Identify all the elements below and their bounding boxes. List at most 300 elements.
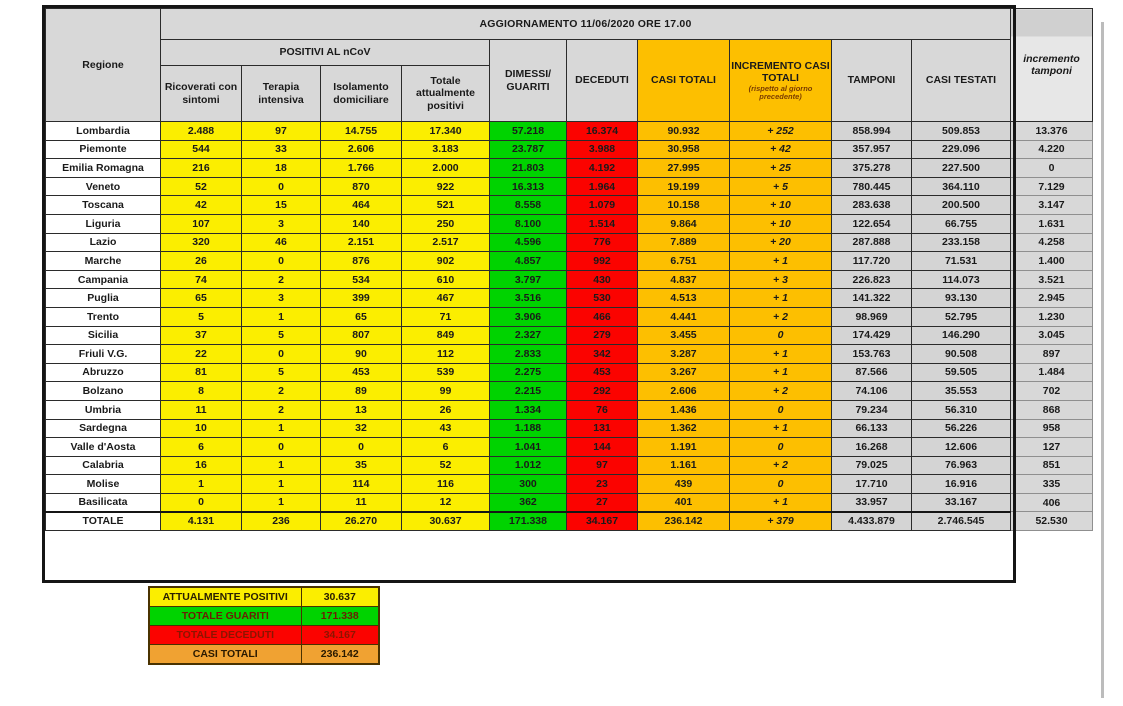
cell-incremento-casi: + 1 xyxy=(730,419,832,438)
cell-ricoverati: 22 xyxy=(161,345,242,364)
cell-regione: Toscana xyxy=(46,196,161,215)
cell-tamponi: 16.268 xyxy=(832,438,912,457)
cell-terapia-intensiva: 2 xyxy=(242,270,321,289)
legend-label: TOTALE GUARITI xyxy=(149,607,301,626)
cell-dimessi-guariti: 23.787 xyxy=(490,140,567,159)
cell-incremento-casi: 0 xyxy=(730,475,832,494)
cell-regione: Piemonte xyxy=(46,140,161,159)
cell-dimessi-guariti: 2.215 xyxy=(490,382,567,401)
cell-deceduti: 76 xyxy=(567,400,638,419)
cell-isolamento-domiciliare: 114 xyxy=(321,475,402,494)
cell-incremento-casi: + 42 xyxy=(730,140,832,159)
table-row xyxy=(46,363,1093,382)
cell-totale-positivi: 2.517 xyxy=(402,233,490,252)
cell-casi-testati: 227.500 xyxy=(912,159,1011,178)
cell-incremento-casi: + 3 xyxy=(730,270,832,289)
cell-isolamento-domiciliare: 14.755 xyxy=(321,122,402,141)
cell-deceduti: 776 xyxy=(567,233,638,252)
table-row xyxy=(46,289,1093,308)
cell-casi-testati: 146.290 xyxy=(912,326,1011,345)
cell-ricoverati: 65 xyxy=(161,289,242,308)
cell-tamponi: 17.710 xyxy=(832,475,912,494)
cell-regione: Liguria xyxy=(46,214,161,233)
cell-ricoverati: 216 xyxy=(161,159,242,178)
cell-regione: Calabria xyxy=(46,456,161,475)
cell-casi-totali: 1.362 xyxy=(638,419,730,438)
cell-tamponi: 287.888 xyxy=(832,233,912,252)
cell-incremento-tamponi: 1.400 xyxy=(1011,252,1093,271)
table-row xyxy=(46,196,1093,215)
cell-dimessi-guariti: 2.327 xyxy=(490,326,567,345)
table-row xyxy=(46,419,1093,438)
table-row xyxy=(46,345,1093,364)
cell-regione: Veneto xyxy=(46,177,161,196)
cell-casi-totali: 90.932 xyxy=(638,122,730,141)
cell-ricoverati: 107 xyxy=(161,214,242,233)
cell-incremento-casi: + 379 xyxy=(730,512,832,531)
cell-deceduti: 4.192 xyxy=(567,159,638,178)
cell-casi-totali: 1.191 xyxy=(638,438,730,457)
cell-terapia-intensiva: 2 xyxy=(242,382,321,401)
cell-totale-positivi: 17.340 xyxy=(402,122,490,141)
cell-ricoverati: 544 xyxy=(161,140,242,159)
cell-casi-totali: 4.441 xyxy=(638,307,730,326)
column-header-incremento-tamponi: incremento tamponi xyxy=(1011,9,1093,122)
table-row xyxy=(46,456,1093,475)
cell-dimessi-guariti: 3.906 xyxy=(490,307,567,326)
table-row xyxy=(46,140,1093,159)
cell-dimessi-guariti: 2.275 xyxy=(490,363,567,382)
cell-dimessi-guariti: 16.313 xyxy=(490,177,567,196)
cell-casi-testati: 90.508 xyxy=(912,345,1011,364)
cell-isolamento-domiciliare: 2.606 xyxy=(321,140,402,159)
legend-label: CASI TOTALI xyxy=(149,645,301,665)
cell-deceduti: 131 xyxy=(567,419,638,438)
cell-dimessi-guariti: 57.218 xyxy=(490,122,567,141)
cell-casi-totali: 2.606 xyxy=(638,382,730,401)
cell-deceduti: 144 xyxy=(567,438,638,457)
cell-deceduti: 34.167 xyxy=(567,512,638,531)
cell-terapia-intensiva: 0 xyxy=(242,252,321,271)
cell-tamponi: 33.957 xyxy=(832,493,912,512)
cell-regione: Sicilia xyxy=(46,326,161,345)
cell-deceduti: 430 xyxy=(567,270,638,289)
cell-regione: Basilicata xyxy=(46,493,161,512)
cell-tamponi: 153.763 xyxy=(832,345,912,364)
cell-isolamento-domiciliare: 90 xyxy=(321,345,402,364)
cell-totale-positivi: 52 xyxy=(402,456,490,475)
cell-ricoverati: 8 xyxy=(161,382,242,401)
cell-tamponi: 98.969 xyxy=(832,307,912,326)
cell-regione: Trento xyxy=(46,307,161,326)
cell-deceduti: 1.514 xyxy=(567,214,638,233)
cell-ricoverati: 10 xyxy=(161,419,242,438)
cell-isolamento-domiciliare: 1.766 xyxy=(321,159,402,178)
table-row xyxy=(46,159,1093,178)
cell-incremento-tamponi: 4.220 xyxy=(1011,140,1093,159)
cell-casi-testati: 93.130 xyxy=(912,289,1011,308)
cell-regione: Marche xyxy=(46,252,161,271)
cell-incremento-casi: + 1 xyxy=(730,252,832,271)
cell-incremento-tamponi: 406 xyxy=(1011,493,1093,512)
cell-terapia-intensiva: 5 xyxy=(242,363,321,382)
cell-casi-totali: 6.751 xyxy=(638,252,730,271)
cell-terapia-intensiva: 1 xyxy=(242,475,321,494)
table-row xyxy=(46,493,1093,512)
cell-casi-totali: 19.199 xyxy=(638,177,730,196)
cell-totale-positivi: 99 xyxy=(402,382,490,401)
column-header-isolamento: Isolamento domiciliare xyxy=(321,66,402,122)
cell-incremento-casi: + 252 xyxy=(730,122,832,141)
cell-totale-positivi: 250 xyxy=(402,214,490,233)
cell-regione: Lombardia xyxy=(46,122,161,141)
cell-isolamento-domiciliare: 35 xyxy=(321,456,402,475)
cell-casi-testati: 56.226 xyxy=(912,419,1011,438)
cell-deceduti: 1.079 xyxy=(567,196,638,215)
cell-isolamento-domiciliare: 13 xyxy=(321,400,402,419)
cell-terapia-intensiva: 15 xyxy=(242,196,321,215)
legend-row xyxy=(149,645,379,665)
cell-casi-totali: 3.455 xyxy=(638,326,730,345)
cell-ricoverati: 52 xyxy=(161,177,242,196)
cell-incremento-casi: 0 xyxy=(730,438,832,457)
cell-ricoverati: 2.488 xyxy=(161,122,242,141)
cell-incremento-casi: + 2 xyxy=(730,382,832,401)
column-header-dimessi-guariti: DIMESSI/ GUARITI xyxy=(490,40,567,122)
cell-dimessi-guariti: 4.596 xyxy=(490,233,567,252)
cell-totale-positivi: 6 xyxy=(402,438,490,457)
cell-casi-testati: 509.853 xyxy=(912,122,1011,141)
cell-tamponi: 117.720 xyxy=(832,252,912,271)
cell-dimessi-guariti: 1.012 xyxy=(490,456,567,475)
cell-terapia-intensiva: 97 xyxy=(242,122,321,141)
cell-dimessi-guariti: 21.803 xyxy=(490,159,567,178)
column-group-positivi: POSITIVI AL nCoV xyxy=(161,40,490,66)
cell-casi-testati: 229.096 xyxy=(912,140,1011,159)
cell-deceduti: 23 xyxy=(567,475,638,494)
covid-region-table xyxy=(45,8,1093,531)
cell-ricoverati: 74 xyxy=(161,270,242,289)
cell-totale-positivi: 902 xyxy=(402,252,490,271)
cell-totale-positivi: 26 xyxy=(402,400,490,419)
cell-ricoverati: 1 xyxy=(161,475,242,494)
cell-incremento-tamponi: 3.521 xyxy=(1011,270,1093,289)
cell-totale-positivi: 467 xyxy=(402,289,490,308)
table-row xyxy=(46,122,1093,141)
cell-incremento-tamponi: 7.129 xyxy=(1011,177,1093,196)
cell-terapia-intensiva: 1 xyxy=(242,419,321,438)
cell-ricoverati: 37 xyxy=(161,326,242,345)
legend-row xyxy=(149,587,379,607)
cell-totale-positivi: 30.637 xyxy=(402,512,490,531)
cell-terapia-intensiva: 3 xyxy=(242,214,321,233)
table-row xyxy=(46,382,1093,401)
cell-isolamento-domiciliare: 11 xyxy=(321,493,402,512)
cell-incremento-tamponi: 13.376 xyxy=(1011,122,1093,141)
cell-regione: Molise xyxy=(46,475,161,494)
cell-casi-totali: 27.995 xyxy=(638,159,730,178)
cell-isolamento-domiciliare: 65 xyxy=(321,307,402,326)
cell-deceduti: 27 xyxy=(567,493,638,512)
cell-incremento-tamponi: 0 xyxy=(1011,159,1093,178)
table-row xyxy=(46,475,1093,494)
cell-casi-totali: 4.837 xyxy=(638,270,730,289)
cell-casi-testati: 66.755 xyxy=(912,214,1011,233)
cell-tamponi: 780.445 xyxy=(832,177,912,196)
cell-casi-testati: 114.073 xyxy=(912,270,1011,289)
cell-incremento-casi: + 20 xyxy=(730,233,832,252)
cell-incremento-casi: + 1 xyxy=(730,363,832,382)
column-header-casi-totali: CASI TOTALI xyxy=(638,40,730,122)
cell-totale-positivi: 2.000 xyxy=(402,159,490,178)
cell-incremento-casi: + 5 xyxy=(730,177,832,196)
cell-ricoverati: 11 xyxy=(161,400,242,419)
cell-deceduti: 342 xyxy=(567,345,638,364)
table-title: AGGIORNAMENTO 11/06/2020 ORE 17.00 xyxy=(161,9,1011,40)
cell-isolamento-domiciliare: 464 xyxy=(321,196,402,215)
cell-totale-positivi: 112 xyxy=(402,345,490,364)
cell-terapia-intensiva: 3 xyxy=(242,289,321,308)
cell-incremento-casi: 0 xyxy=(730,400,832,419)
table-row xyxy=(46,252,1093,271)
cell-regione: TOTALE xyxy=(46,512,161,531)
cell-incremento-casi: + 10 xyxy=(730,214,832,233)
cell-totale-positivi: 43 xyxy=(402,419,490,438)
cell-terapia-intensiva: 236 xyxy=(242,512,321,531)
cell-terapia-intensiva: 33 xyxy=(242,140,321,159)
cell-incremento-casi: + 2 xyxy=(730,307,832,326)
cell-terapia-intensiva: 46 xyxy=(242,233,321,252)
cell-incremento-tamponi: 4.258 xyxy=(1011,233,1093,252)
cell-casi-totali: 9.864 xyxy=(638,214,730,233)
cell-casi-testati: 233.158 xyxy=(912,233,1011,252)
cell-ricoverati: 320 xyxy=(161,233,242,252)
legend-row xyxy=(149,626,379,645)
cell-totale-positivi: 116 xyxy=(402,475,490,494)
cell-incremento-casi: + 10 xyxy=(730,196,832,215)
legend-value: 30.637 xyxy=(301,587,379,607)
cell-deceduti: 16.374 xyxy=(567,122,638,141)
cell-incremento-tamponi: 868 xyxy=(1011,400,1093,419)
cell-dimessi-guariti: 2.833 xyxy=(490,345,567,364)
cell-terapia-intensiva: 0 xyxy=(242,438,321,457)
cell-casi-testati: 59.505 xyxy=(912,363,1011,382)
cell-ricoverati: 4.131 xyxy=(161,512,242,531)
cell-isolamento-domiciliare: 26.270 xyxy=(321,512,402,531)
cell-dimessi-guariti: 300 xyxy=(490,475,567,494)
cell-tamponi: 79.025 xyxy=(832,456,912,475)
cell-terapia-intensiva: 0 xyxy=(242,177,321,196)
cell-dimessi-guariti: 1.188 xyxy=(490,419,567,438)
legend-value: 171.338 xyxy=(301,607,379,626)
cell-casi-testati: 16.916 xyxy=(912,475,1011,494)
cell-regione: Lazio xyxy=(46,233,161,252)
legend-label: ATTUALMENTE POSITIVI xyxy=(149,587,301,607)
cell-incremento-casi: 0 xyxy=(730,326,832,345)
cell-isolamento-domiciliare: 807 xyxy=(321,326,402,345)
cell-regione: Campania xyxy=(46,270,161,289)
cell-casi-totali: 10.158 xyxy=(638,196,730,215)
cell-incremento-casi: + 2 xyxy=(730,456,832,475)
cell-dimessi-guariti: 3.516 xyxy=(490,289,567,308)
cell-incremento-tamponi: 3.147 xyxy=(1011,196,1093,215)
cell-tamponi: 226.823 xyxy=(832,270,912,289)
cell-casi-totali: 1.436 xyxy=(638,400,730,419)
cell-dimessi-guariti: 8.100 xyxy=(490,214,567,233)
cell-tamponi: 858.994 xyxy=(832,122,912,141)
cell-isolamento-domiciliare: 870 xyxy=(321,177,402,196)
incremento-casi-label: INCREMENTO CASI TOTALI xyxy=(731,59,830,84)
cell-dimessi-guariti: 1.334 xyxy=(490,400,567,419)
cell-isolamento-domiciliare: 0 xyxy=(321,438,402,457)
cell-incremento-casi: + 1 xyxy=(730,345,832,364)
cell-incremento-tamponi: 851 xyxy=(1011,456,1093,475)
cell-isolamento-domiciliare: 399 xyxy=(321,289,402,308)
cell-tamponi: 74.106 xyxy=(832,382,912,401)
legend-row xyxy=(149,607,379,626)
cell-isolamento-domiciliare: 32 xyxy=(321,419,402,438)
cell-ricoverati: 16 xyxy=(161,456,242,475)
cell-regione: Abruzzo xyxy=(46,363,161,382)
column-header-ricoverati: Ricoverati con sintomi xyxy=(161,66,242,122)
column-header-terapia-intensiva: Terapia intensiva xyxy=(242,66,321,122)
cell-totale-positivi: 12 xyxy=(402,493,490,512)
cell-terapia-intensiva: 1 xyxy=(242,493,321,512)
table-row xyxy=(46,438,1093,457)
cell-regione: Sardegna xyxy=(46,419,161,438)
cell-regione: Friuli V.G. xyxy=(46,345,161,364)
cell-casi-totali: 3.267 xyxy=(638,363,730,382)
cell-dimessi-guariti: 4.857 xyxy=(490,252,567,271)
cell-tamponi: 375.278 xyxy=(832,159,912,178)
cell-terapia-intensiva: 0 xyxy=(242,345,321,364)
cell-dimessi-guariti: 362 xyxy=(490,493,567,512)
cell-regione: Bolzano xyxy=(46,382,161,401)
cell-tamponi: 357.957 xyxy=(832,140,912,159)
cell-casi-testati: 52.795 xyxy=(912,307,1011,326)
column-header-regione: Regione xyxy=(46,9,161,122)
cell-casi-totali: 4.513 xyxy=(638,289,730,308)
cell-dimessi-guariti: 171.338 xyxy=(490,512,567,531)
cell-terapia-intensiva: 18 xyxy=(242,159,321,178)
cell-totale-positivi: 849 xyxy=(402,326,490,345)
cell-totale-positivi: 71 xyxy=(402,307,490,326)
cell-ricoverati: 26 xyxy=(161,252,242,271)
cell-terapia-intensiva: 2 xyxy=(242,400,321,419)
table-row xyxy=(46,270,1093,289)
cell-ricoverati: 6 xyxy=(161,438,242,457)
cell-incremento-casi: + 25 xyxy=(730,159,832,178)
cell-casi-totali: 236.142 xyxy=(638,512,730,531)
table-row xyxy=(46,307,1093,326)
column-header-deceduti: DECEDUTI xyxy=(567,40,638,122)
cell-ricoverati: 81 xyxy=(161,363,242,382)
cell-deceduti: 3.988 xyxy=(567,140,638,159)
legend-value: 34.167 xyxy=(301,626,379,645)
cell-casi-testati: 2.746.545 xyxy=(912,512,1011,531)
cell-isolamento-domiciliare: 89 xyxy=(321,382,402,401)
cell-casi-testati: 56.310 xyxy=(912,400,1011,419)
cell-deceduti: 279 xyxy=(567,326,638,345)
table-row xyxy=(46,177,1093,196)
cell-deceduti: 292 xyxy=(567,382,638,401)
column-header-casi-testati: CASI TESTATI xyxy=(912,40,1011,122)
column-header-tamponi: TAMPONI xyxy=(832,40,912,122)
column-header-incremento-casi xyxy=(730,40,832,122)
cell-deceduti: 97 xyxy=(567,456,638,475)
cell-totale-positivi: 521 xyxy=(402,196,490,215)
cell-incremento-tamponi: 1.631 xyxy=(1011,214,1093,233)
cell-casi-totali: 3.287 xyxy=(638,345,730,364)
cell-dimessi-guariti: 8.558 xyxy=(490,196,567,215)
table-row xyxy=(46,233,1093,252)
cell-casi-totali: 1.161 xyxy=(638,456,730,475)
cell-casi-testati: 35.553 xyxy=(912,382,1011,401)
table-row xyxy=(46,214,1093,233)
totale-row xyxy=(46,512,1093,531)
cell-totale-positivi: 610 xyxy=(402,270,490,289)
cell-terapia-intensiva: 5 xyxy=(242,326,321,345)
cell-regione: Puglia xyxy=(46,289,161,308)
cell-incremento-tamponi: 2.945 xyxy=(1011,289,1093,308)
legend-label: TOTALE DECEDUTI xyxy=(149,626,301,645)
cell-incremento-tamponi: 3.045 xyxy=(1011,326,1093,345)
cell-ricoverati: 42 xyxy=(161,196,242,215)
cell-casi-totali: 30.958 xyxy=(638,140,730,159)
cell-deceduti: 992 xyxy=(567,252,638,271)
cell-totale-positivi: 3.183 xyxy=(402,140,490,159)
cell-casi-totali: 7.889 xyxy=(638,233,730,252)
cell-incremento-tamponi: 897 xyxy=(1011,345,1093,364)
table-row xyxy=(46,400,1093,419)
cell-regione: Valle d'Aosta xyxy=(46,438,161,457)
cell-isolamento-domiciliare: 453 xyxy=(321,363,402,382)
cell-incremento-tamponi: 1.230 xyxy=(1011,307,1093,326)
cell-incremento-tamponi: 127 xyxy=(1011,438,1093,457)
cell-incremento-tamponi: 52.530 xyxy=(1011,512,1093,531)
column-header-totale-positivi: Totale attualmente positivi xyxy=(402,66,490,122)
cell-incremento-tamponi: 702 xyxy=(1011,382,1093,401)
cell-terapia-intensiva: 1 xyxy=(242,456,321,475)
cell-tamponi: 283.638 xyxy=(832,196,912,215)
incremento-casi-note: (rispetto al giorno precedente) xyxy=(748,83,813,102)
cell-casi-testati: 76.963 xyxy=(912,456,1011,475)
cell-deceduti: 453 xyxy=(567,363,638,382)
table-row xyxy=(46,326,1093,345)
cell-tamponi: 174.429 xyxy=(832,326,912,345)
cell-dimessi-guariti: 1.041 xyxy=(490,438,567,457)
cell-casi-testati: 200.500 xyxy=(912,196,1011,215)
cell-isolamento-domiciliare: 2.151 xyxy=(321,233,402,252)
page-edge-line xyxy=(1101,22,1104,698)
cell-casi-testati: 33.167 xyxy=(912,493,1011,512)
cell-tamponi: 79.234 xyxy=(832,400,912,419)
cell-incremento-tamponi: 1.484 xyxy=(1011,363,1093,382)
cell-tamponi: 122.654 xyxy=(832,214,912,233)
cell-casi-testati: 12.606 xyxy=(912,438,1011,457)
cell-isolamento-domiciliare: 140 xyxy=(321,214,402,233)
cell-incremento-tamponi: 335 xyxy=(1011,475,1093,494)
legend-value: 236.142 xyxy=(301,645,379,665)
cell-isolamento-domiciliare: 534 xyxy=(321,270,402,289)
cell-dimessi-guariti: 3.797 xyxy=(490,270,567,289)
cell-tamponi: 4.433.879 xyxy=(832,512,912,531)
cell-regione: Umbria xyxy=(46,400,161,419)
cell-totale-positivi: 539 xyxy=(402,363,490,382)
cell-casi-testati: 71.531 xyxy=(912,252,1011,271)
cell-deceduti: 530 xyxy=(567,289,638,308)
cell-tamponi: 87.566 xyxy=(832,363,912,382)
